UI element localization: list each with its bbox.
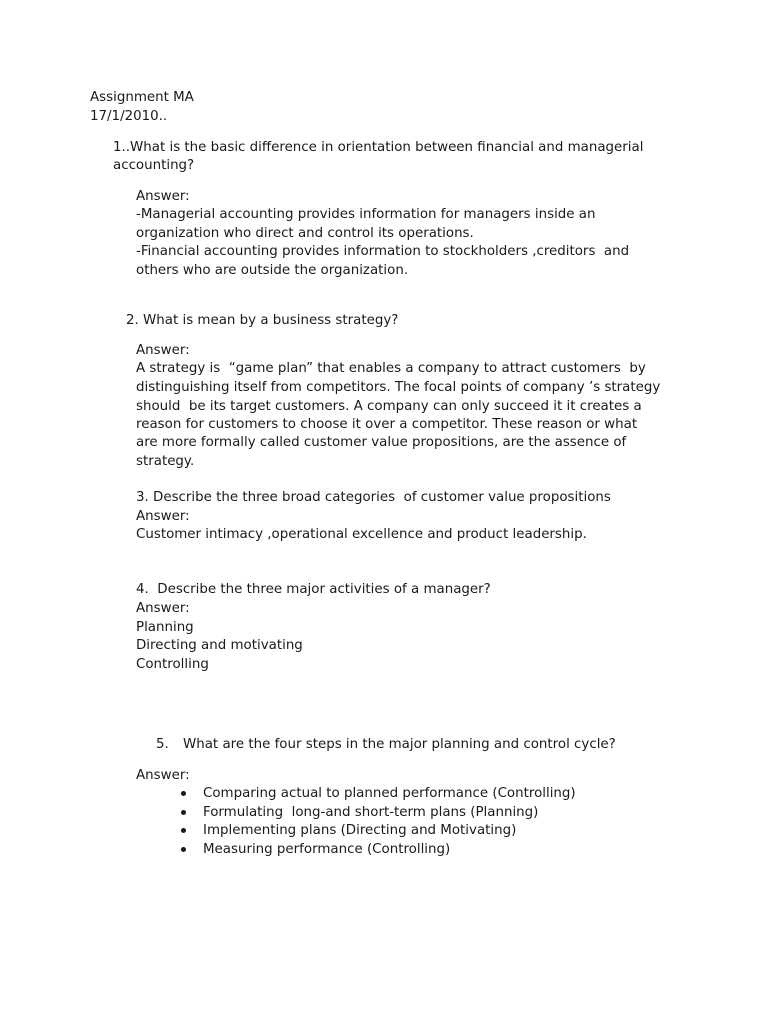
bullet-icon <box>181 828 186 833</box>
document-date: 17/1/2010.. <box>90 109 168 124</box>
bullet-icon <box>181 810 186 815</box>
q4-answer-line-1: Planning <box>136 620 194 635</box>
q1-answer-label: Answer: <box>136 189 190 204</box>
q1-answer-line-4: others who are outside the organization. <box>136 263 409 278</box>
q4-answer-line-2: Directing and motivating <box>136 638 303 653</box>
q2-question: 2. What is mean by a business strategy? <box>126 313 399 328</box>
q5-question: What are the four steps in the major planning and control cycle? <box>183 737 616 752</box>
q1-answer-line-1: -Managerial accounting provides information for managers inside an <box>136 207 596 222</box>
bullet-icon <box>181 791 186 796</box>
q3-question: 3. Describe the three broad categories of customer value propositions <box>136 490 611 505</box>
q4-answer-label: Answer: <box>136 601 190 616</box>
q1-answer-line-3: -Financial accounting provides information to stockholders ,creditors and <box>136 244 630 259</box>
q3-answer-line-1: Customer intimacy ,operational excellence and product leadership. <box>136 527 587 542</box>
q5-bullet-2: Formulating long-and short-term plans (Planning) <box>203 805 539 820</box>
q2-answer-line-6: strategy. <box>136 454 195 469</box>
q1-question-line-1: 1..What is the basic difference in orientation between financial and managerial <box>113 140 644 155</box>
q2-answer-line-4: reason for customers to choose it over a competitor. These reason or what <box>136 417 638 432</box>
q2-answer-line-5: are more formally called customer value propositions, are the assence of <box>136 435 627 450</box>
q2-answer-line-2: distinguishing itself from competitors. The focal points of company ’s strategy <box>136 380 661 395</box>
q5-bullet-4: Measuring performance (Controlling) <box>203 842 451 857</box>
q5-number: 5. <box>156 737 169 752</box>
bullet-icon <box>181 847 186 852</box>
q2-answer-label: Answer: <box>136 343 190 358</box>
q3-answer-label: Answer: <box>136 509 190 524</box>
q4-answer-line-3: Controlling <box>136 657 209 672</box>
q1-question-line-2: accounting? <box>113 158 195 173</box>
q5-bullet-3: Implementing plans (Directing and Motivating) <box>203 823 517 838</box>
q5-answer-label: Answer: <box>136 768 190 783</box>
q4-question: 4. Describe the three major activities of a manager? <box>136 582 491 597</box>
q1-answer-line-2: organization who direct and control its operations. <box>136 226 474 241</box>
q2-answer-line-3: should be its target customers. A company can only succeed it it creates a <box>136 399 642 414</box>
q2-answer-line-1: A strategy is “game plan” that enables a company to attract customers by <box>136 361 646 376</box>
q5-bullet-1: Comparing actual to planned performance (Controlling) <box>203 786 576 801</box>
document-title: Assignment MA <box>90 90 194 105</box>
